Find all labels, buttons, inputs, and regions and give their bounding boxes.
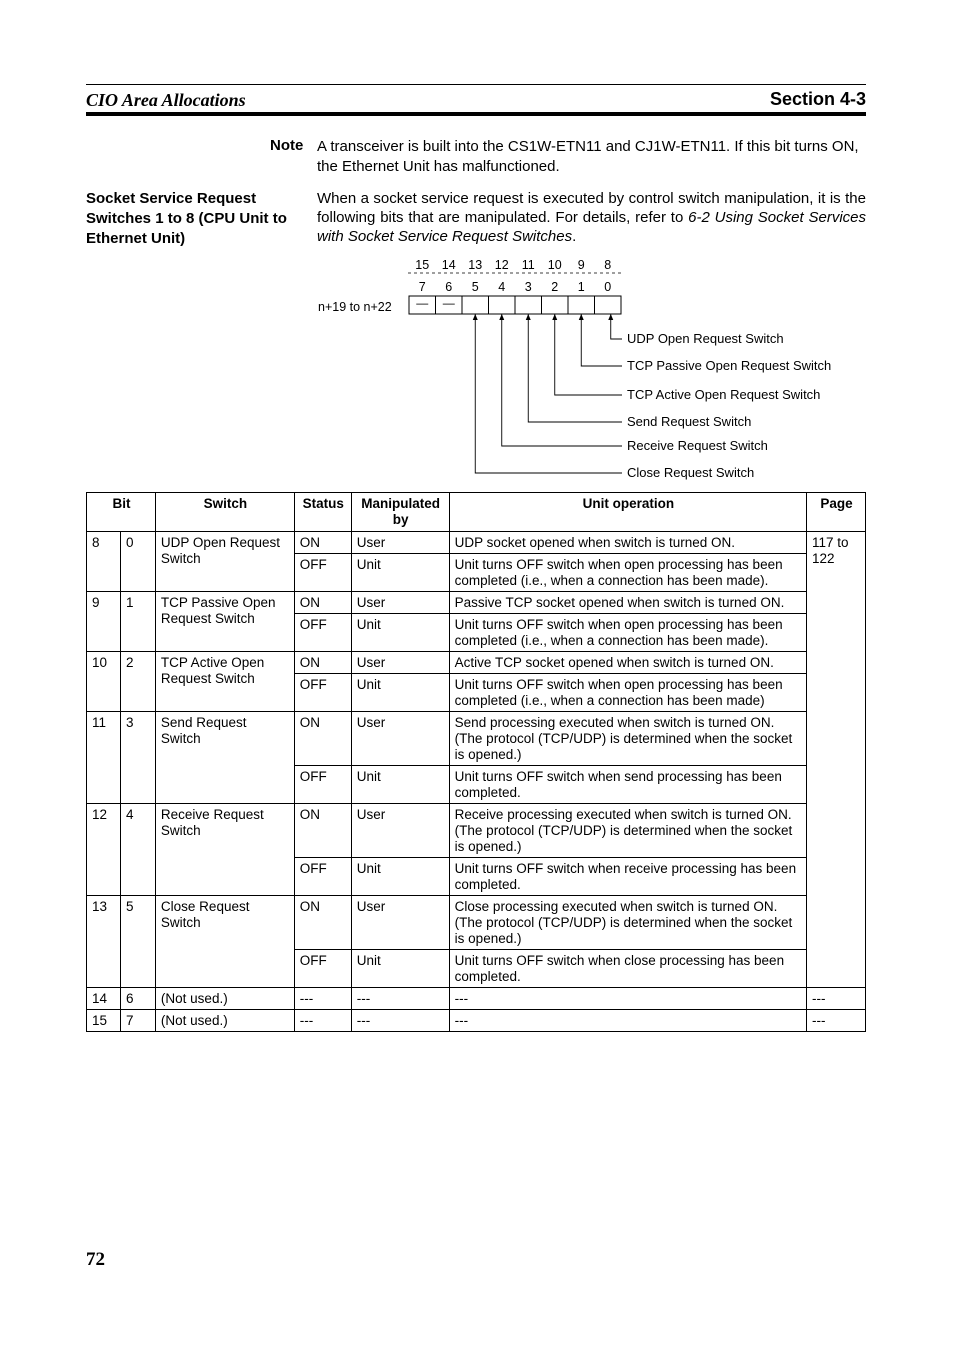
col-header-page: Page xyxy=(807,493,866,532)
switch-labels xyxy=(627,331,831,480)
switch-name: (Not used.) xyxy=(155,1010,294,1032)
switch-name: Receive Request Switch xyxy=(155,804,294,896)
unit-operation: Unit turns OFF switch when open processing has been completed (i.e., when a connection has been made). xyxy=(449,554,806,592)
table-header-row xyxy=(87,493,866,532)
col-header-status: Status xyxy=(294,493,351,532)
manipulated-by: Unit xyxy=(351,614,449,652)
bit-number-high: 9 xyxy=(577,258,585,272)
bit-cell xyxy=(568,296,595,314)
bit-number-high: 8 xyxy=(604,258,612,272)
bit-cell xyxy=(489,296,516,314)
bit-high: 13 xyxy=(87,896,121,988)
switch-label: Close Request Switch xyxy=(627,465,755,480)
status-off: OFF xyxy=(294,950,351,988)
manipulated-by: User xyxy=(351,712,449,766)
col-header-switch: Switch xyxy=(155,493,294,532)
manipulated-by: User xyxy=(351,592,449,614)
leader-arrowhead xyxy=(526,314,531,320)
unused-bit-mark: — xyxy=(416,296,429,310)
bit-high: 12 xyxy=(87,804,121,896)
switch-name: UDP Open Request Switch xyxy=(155,532,294,592)
bit-high: 11 xyxy=(87,712,121,804)
bit-number-high: 11 xyxy=(521,258,535,272)
col-header-unit-operation: Unit operation xyxy=(449,493,806,532)
page-number: 72 xyxy=(86,1249,105,1270)
bit-low: 1 xyxy=(120,592,155,652)
bit-low: 0 xyxy=(120,532,155,592)
unit-operation: Unit turns OFF switch when send processing has been completed. xyxy=(449,766,806,804)
col-header-bit: Bit xyxy=(87,493,156,532)
table-row xyxy=(87,592,866,614)
leader-arrowhead xyxy=(608,314,613,320)
bit-number-high: 15 xyxy=(415,258,430,272)
manipulated-by: User xyxy=(351,804,449,858)
table-row xyxy=(87,988,866,1010)
upper-bit-numbers xyxy=(415,258,611,272)
switch-label: UDP Open Request Switch xyxy=(627,331,784,346)
unit-operation: Unit turns OFF switch when close processing has been completed. xyxy=(449,950,806,988)
cross-reference-link: 6-2 Using Socket Services with Socket Service Request Switches xyxy=(317,209,867,245)
status-dash: --- xyxy=(294,988,351,1010)
unit-operation-dash: --- xyxy=(449,988,806,1010)
bit-high: 15 xyxy=(87,1010,121,1032)
header-rule-bottom xyxy=(86,112,866,116)
switch-name: TCP Passive Open Request Switch xyxy=(155,592,294,652)
switch-label: Send Request Switch xyxy=(627,414,752,429)
manipulated-by: Unit xyxy=(351,674,449,712)
bit-cell xyxy=(542,296,569,314)
note-text: A transceiver is built into the CS1W-ETN11 and CJ1W-ETN11. If this bit turns ON, the Ethernet Unit has malfunctioned. xyxy=(317,138,859,175)
bit-low: 4 xyxy=(120,804,155,896)
header-rule-top xyxy=(86,84,866,85)
unit-operation-line: (The protocol (TCP/UDP) is determined when the socket is opened.) xyxy=(454,823,793,854)
table-row xyxy=(87,652,866,674)
manipulated-by-dash: --- xyxy=(351,988,449,1010)
unit-operation: Active TCP socket opened when switch is turned ON. xyxy=(449,652,806,674)
switch-leader-lines xyxy=(473,314,622,473)
status-on: ON xyxy=(294,712,351,766)
manipulated-by: User xyxy=(351,652,449,674)
leader-line xyxy=(528,314,622,422)
lower-bit-numbers xyxy=(419,280,612,294)
unused-bit-mark: — xyxy=(442,296,455,310)
status-on: ON xyxy=(294,804,351,858)
leader-line xyxy=(611,314,622,339)
leader-line xyxy=(581,314,622,366)
bit-number-low: 3 xyxy=(524,280,532,294)
table-row xyxy=(87,712,866,766)
bit-number-low: 7 xyxy=(418,280,426,294)
leader-line xyxy=(475,314,622,473)
switch-name: (Not used.) xyxy=(155,988,294,1010)
leader-arrowhead xyxy=(499,314,504,320)
word-address-label: n+19 to n+22 xyxy=(318,300,392,314)
unit-operation-dash: --- xyxy=(449,1010,806,1032)
page-dash: --- xyxy=(807,1010,866,1032)
bit-cells xyxy=(409,296,621,314)
bit-low: 3 xyxy=(120,712,155,804)
bit-allocation-diagram xyxy=(300,250,860,485)
status-off: OFF xyxy=(294,858,351,896)
switch-label: Receive Request Switch xyxy=(627,438,768,453)
intro-end: . xyxy=(572,228,577,245)
bit-low: 5 xyxy=(120,896,155,988)
bit-number-low: 0 xyxy=(604,280,612,294)
bit-number-low: 1 xyxy=(577,280,585,294)
page-reference: 117 to 122 xyxy=(807,532,866,988)
unit-operation: Passive TCP socket opened when switch is turned ON. xyxy=(449,592,806,614)
switch-name: Close Request Switch xyxy=(155,896,294,988)
col-header-manipulated-by: Manipulated by xyxy=(351,493,449,532)
manipulated-by: Unit xyxy=(351,950,449,988)
bit-high: 10 xyxy=(87,652,121,712)
manipulated-by: User xyxy=(351,896,449,950)
socket-switch-table xyxy=(86,492,866,1032)
leader-arrowhead xyxy=(473,314,478,320)
unit-operation: Unit turns OFF switch when open processing has been completed (i.e., when a connection has been made) xyxy=(449,674,806,712)
unit-operation: Close processing executed when switch is turned ON. (The protocol (TCP/UDP) is determined when the socket is opened.) xyxy=(449,896,806,950)
bit-number-low: 6 xyxy=(445,280,453,294)
unit-operation: Send processing executed when switch is turned ON. (The protocol (TCP/UDP) is determined when the socket is opened.) xyxy=(449,712,806,766)
unit-operation: Unit turns OFF switch when receive processing has been completed. xyxy=(449,858,806,896)
status-off: OFF xyxy=(294,766,351,804)
bit-cell xyxy=(515,296,542,314)
bit-low: 7 xyxy=(120,1010,155,1032)
bit-low: 2 xyxy=(120,652,155,712)
bit-number-low: 2 xyxy=(551,280,559,294)
bit-number-high: 14 xyxy=(441,258,456,272)
manipulated-by: Unit xyxy=(351,858,449,896)
status-off: OFF xyxy=(294,554,351,592)
bit-high: 9 xyxy=(87,592,121,652)
manipulated-by: Unit xyxy=(351,766,449,804)
switch-label: TCP Passive Open Request Switch xyxy=(627,358,832,373)
bit-cell xyxy=(462,296,489,314)
note-label: Note xyxy=(270,137,304,154)
bit-number-low: 4 xyxy=(498,280,506,294)
manipulated-by: User xyxy=(351,532,449,554)
bit-high: 14 xyxy=(87,988,121,1010)
leader-line xyxy=(502,314,622,446)
intro-text: When a socket service request is executed by control switch manipulation, it is the following bits that are manipulated. For details, refer to xyxy=(317,190,866,226)
status-on: ON xyxy=(294,592,351,614)
intro-paragraph xyxy=(317,189,866,246)
bit-number-high: 10 xyxy=(547,258,562,272)
leader-arrowhead xyxy=(579,314,584,320)
table-row xyxy=(87,532,866,554)
page-dash: --- xyxy=(807,988,866,1010)
status-off: OFF xyxy=(294,674,351,712)
leader-line xyxy=(555,314,622,395)
bit-number-low: 5 xyxy=(471,280,479,294)
section-heading: Socket Service Request Switches 1 to 8 (CPU Unit to Ethernet Unit) xyxy=(86,190,287,247)
bit-number-high: 12 xyxy=(494,258,509,272)
table-row xyxy=(87,896,866,950)
manipulated-by: Unit xyxy=(351,554,449,592)
status-on: ON xyxy=(294,532,351,554)
status-off: OFF xyxy=(294,614,351,652)
status-on: ON xyxy=(294,896,351,950)
leader-arrowhead xyxy=(552,314,557,320)
unit-operation-line: Receive processing executed when switch is turned ON. xyxy=(454,807,792,822)
bit-low: 6 xyxy=(120,988,155,1010)
unit-operation: Unit turns OFF switch when open processing has been completed (i.e., when a connection has been made). xyxy=(449,614,806,652)
switch-name: Send Request Switch xyxy=(155,712,294,804)
bit-number-high: 13 xyxy=(468,258,483,272)
table-row xyxy=(87,1010,866,1032)
switch-name: TCP Active Open Request Switch xyxy=(155,652,294,712)
status-dash: --- xyxy=(294,1010,351,1032)
unit-operation: UDP socket opened when switch is turned ON. xyxy=(449,532,806,554)
status-on: ON xyxy=(294,652,351,674)
bit-high: 8 xyxy=(87,532,121,592)
unit-operation xyxy=(449,804,806,858)
switch-label: TCP Active Open Request Switch xyxy=(627,387,821,402)
bit-cell xyxy=(595,296,622,314)
running-header-title: CIO Area Allocations xyxy=(86,90,246,110)
table-row xyxy=(87,804,866,858)
manipulated-by-dash: --- xyxy=(351,1010,449,1032)
running-header-section: Section 4-3 xyxy=(769,89,866,109)
